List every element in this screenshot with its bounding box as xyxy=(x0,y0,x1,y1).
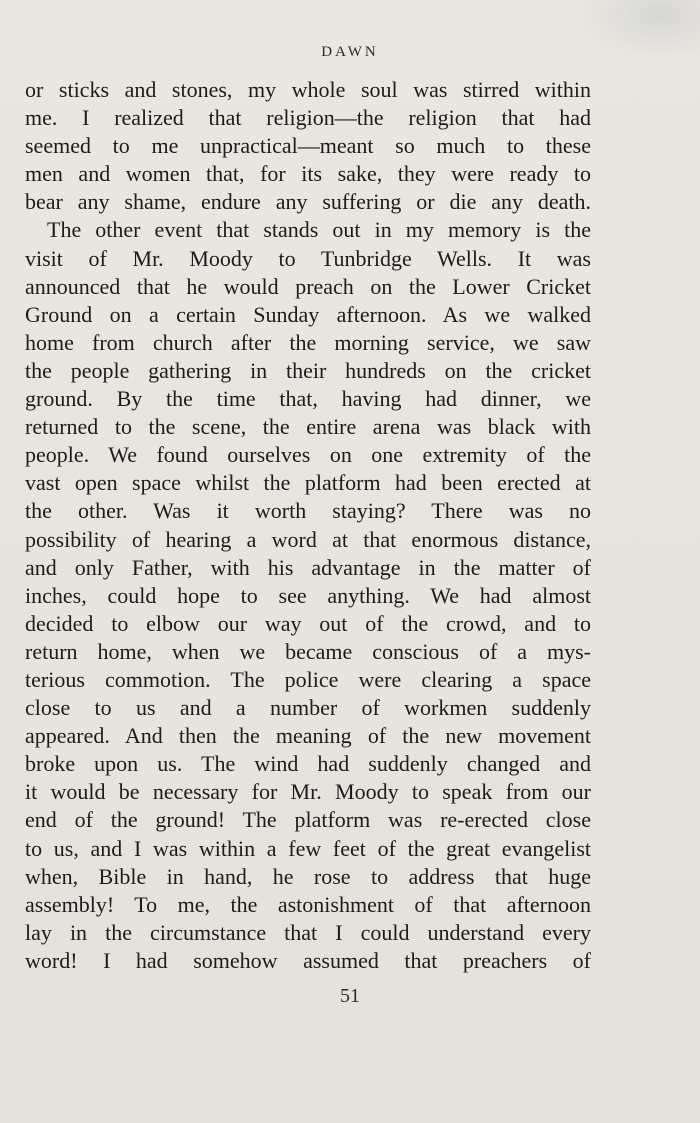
text-line: to us, and I was within a few feet of the great evangelist xyxy=(25,835,591,861)
text-line: men and women that, for its sake, they were ready to xyxy=(25,161,591,187)
text-line: possibility of hearing a word at that enormous distance, xyxy=(25,526,591,552)
text-line: vast open space whilst the platform had been erected at xyxy=(25,470,591,496)
text-line: it would be necessary for Mr. Moody to speak from our xyxy=(25,779,591,805)
running-head: DAWN xyxy=(321,44,379,60)
text-line: and only Father, with his advantage in the matter of xyxy=(25,554,591,580)
text-line: broke upon us. The wind had suddenly changed and xyxy=(25,751,591,777)
text-line: announced that he would preach on the Lower Cricket xyxy=(25,273,591,299)
body-text xyxy=(25,76,591,975)
text-line: decided to elbow our way out of the crowd, and to xyxy=(25,610,591,636)
text-line: bear any shame, endure any suffering or die any death. xyxy=(25,189,591,215)
text-line: or sticks and stones, my whole soul was stirred within xyxy=(25,77,591,102)
page-number: 51 xyxy=(340,985,360,1007)
text-line: inches, could hope to see anything. We had almost xyxy=(25,582,591,608)
text-line: terious commotion. The police were clearing a space xyxy=(25,666,591,692)
text-line: close to us and a number of workmen suddenly xyxy=(25,695,591,721)
text-line: the other. Was it worth staying? There was no xyxy=(25,498,591,524)
text-line: lay in the circumstance that I could understand every xyxy=(25,919,591,945)
text-line: the people gathering in their hundreds on the cricket xyxy=(25,357,591,383)
text-line: seemed to me unpractical—meant so much to these xyxy=(25,133,591,159)
text-line: returned to the scene, the entire arena was black with xyxy=(25,414,591,440)
text-line: word! I had somehow assumed that preachers of xyxy=(25,947,591,973)
text-line: me. I realized that religion—the religion that had xyxy=(25,105,591,131)
text-line: ground. By the time that, having had dinner, we xyxy=(25,386,591,412)
text-line: home from church after the morning service, we saw xyxy=(25,329,591,355)
text-line: appeared. And then the meaning of the new movement xyxy=(25,723,591,749)
text-line: visit of Mr. Moody to Tunbridge Wells. It was xyxy=(25,245,591,271)
text-line: Ground on a certain Sunday afternoon. As we walked xyxy=(25,301,591,327)
text-line: end of the ground! The platform was re-erected close xyxy=(25,807,591,833)
text-line: return home, when we became conscious of a mys- xyxy=(25,638,591,664)
text-line: assembly! To me, the astonishment of that afternoon xyxy=(25,891,591,917)
text-line: people. We found ourselves on one extremity of the xyxy=(25,442,591,468)
text-line: when, Bible in hand, he rose to address that huge xyxy=(25,863,591,889)
paragraph-start-line: The other event that stands out in my memory is the xyxy=(47,217,591,243)
